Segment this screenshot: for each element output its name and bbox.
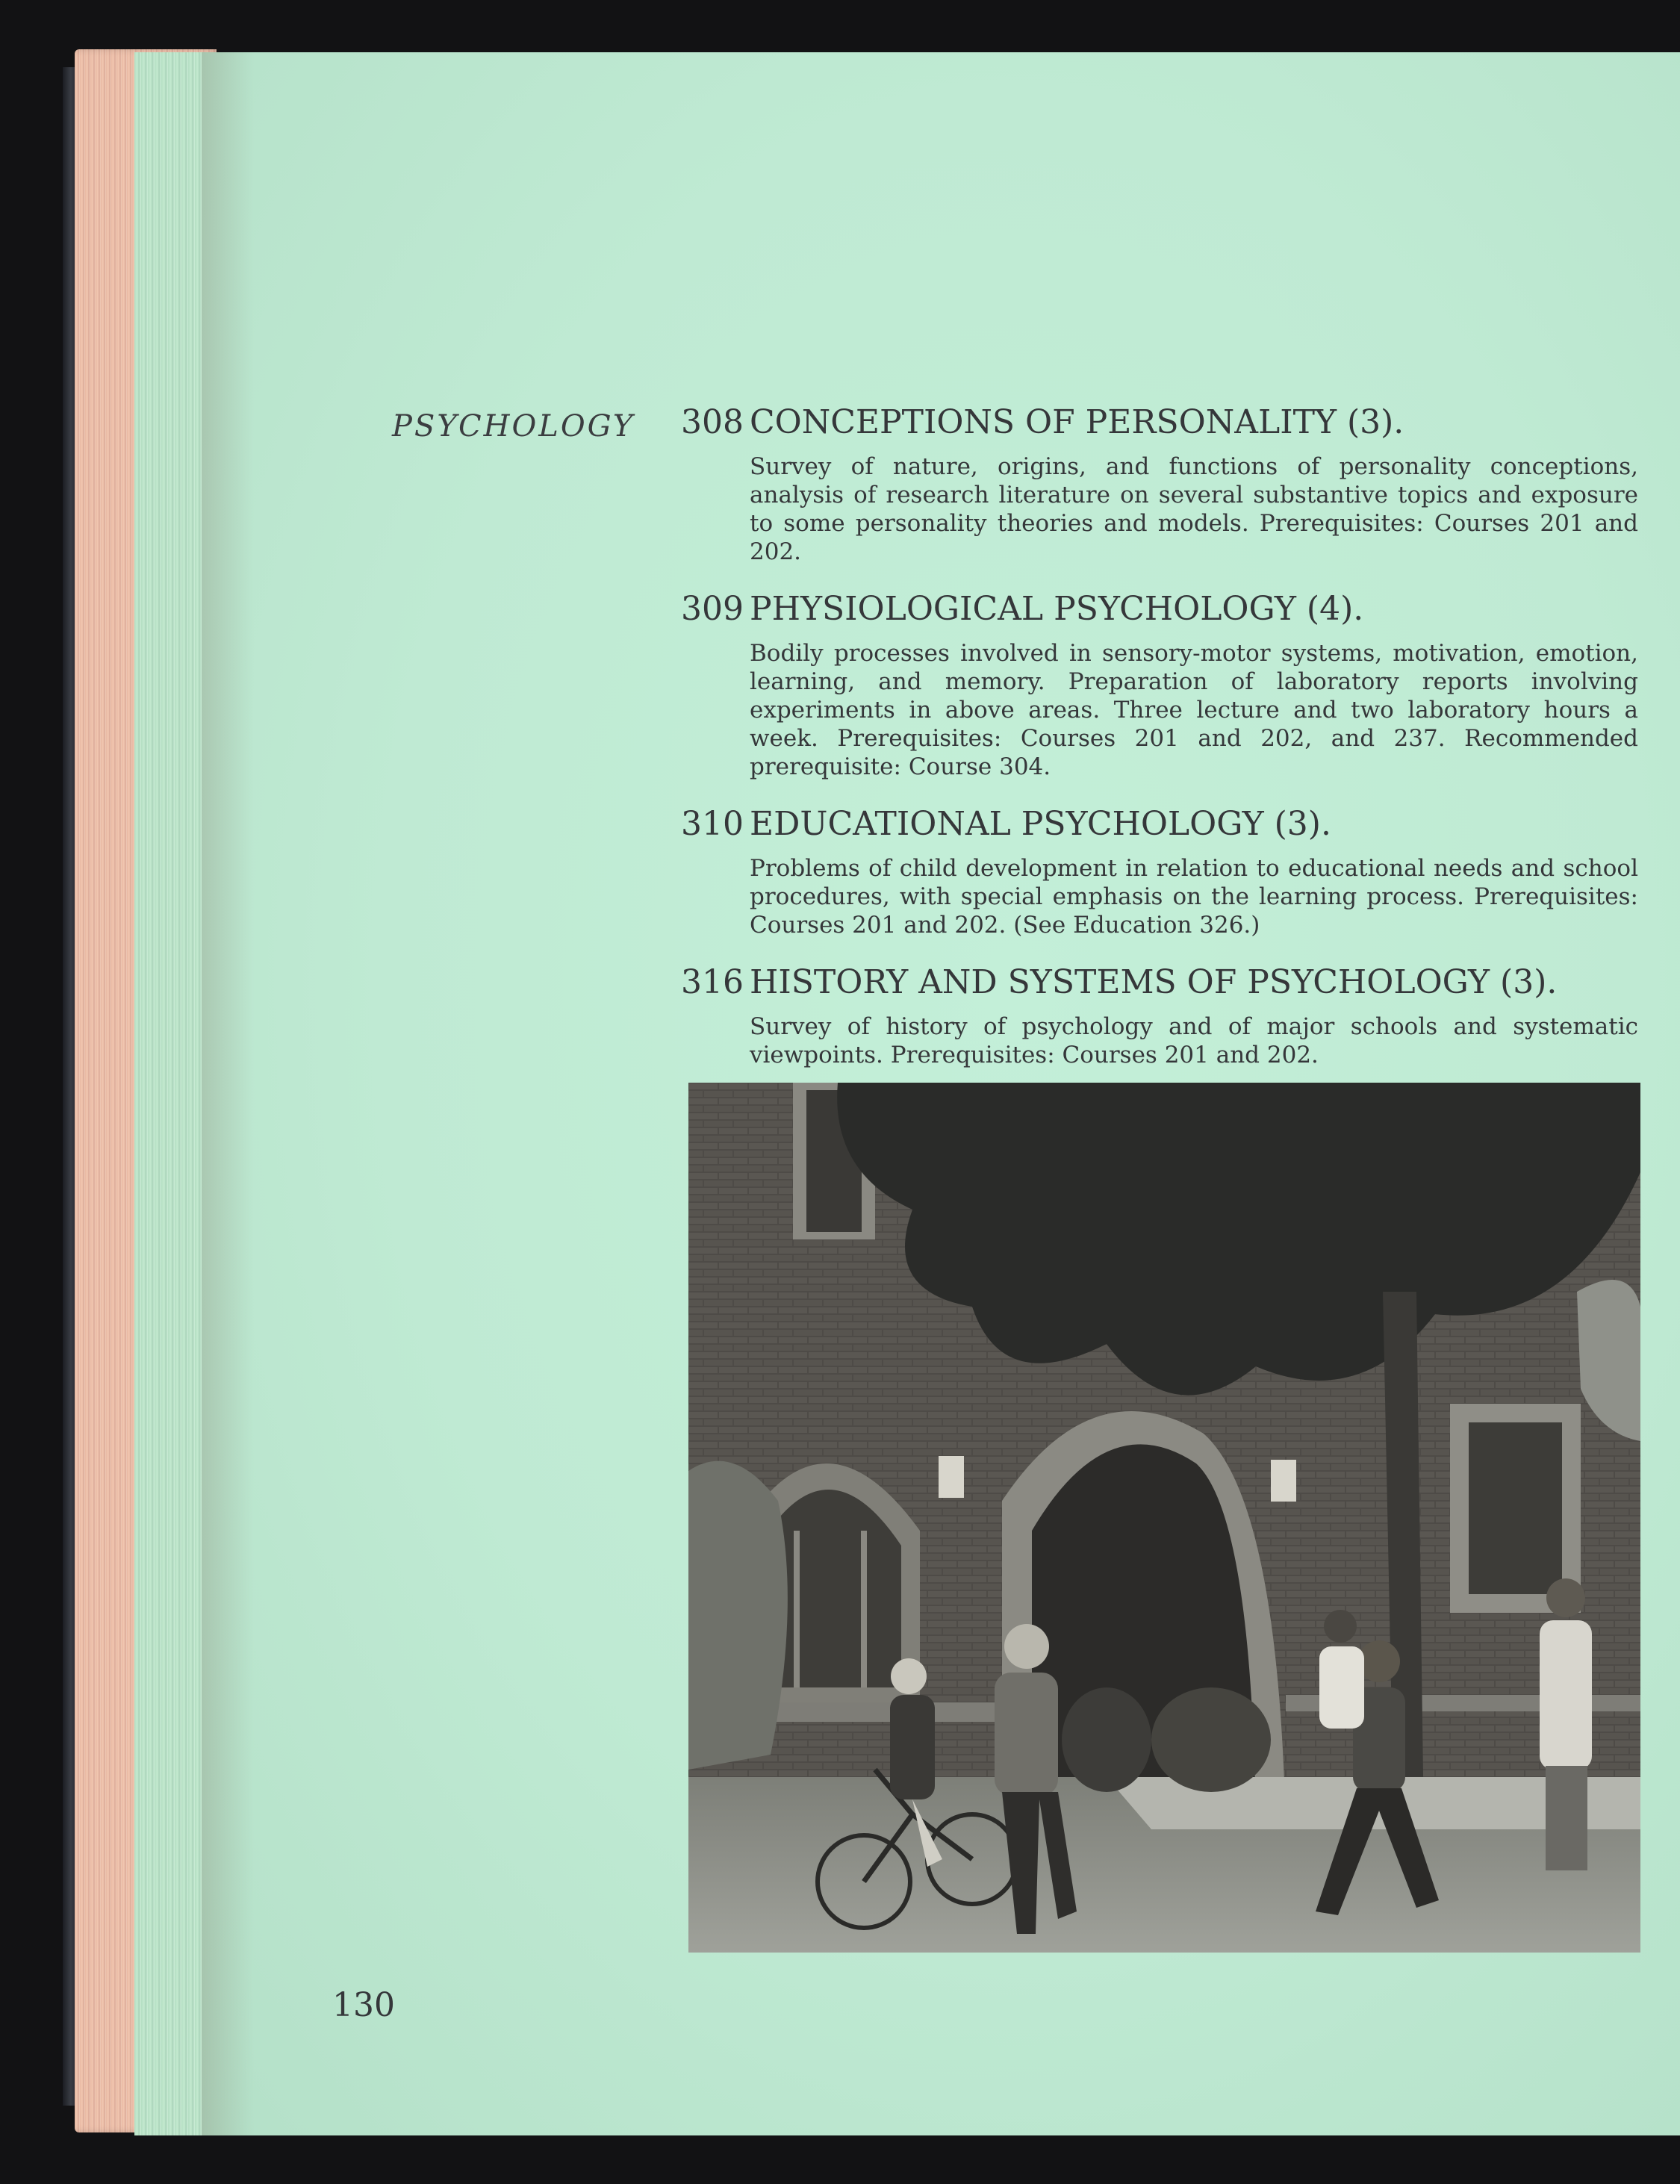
- course-title: CONCEPTIONS OF PERSONALITY (3).: [750, 403, 1404, 441]
- page-number: 130: [332, 1986, 395, 2024]
- course-entry-308: [681, 402, 1638, 566]
- course-heading: [681, 588, 1638, 630]
- campus-photo-illustration: [688, 1083, 1640, 1953]
- course-heading: [681, 402, 1638, 444]
- gutter-shadow: [202, 52, 254, 2135]
- course-entry-310: [681, 803, 1638, 939]
- course-heading: [681, 962, 1638, 1004]
- course-title: PHYSIOLOGICAL PSYCHOLOGY (4).: [750, 590, 1364, 628]
- course-number: 309: [681, 590, 744, 628]
- course-description: Survey of nature, origins, and functions of personality conceptions, analysis of research literature on several substantive topics and exposure to some personality theories and models. Prerequisites: Courses 201 and 202.: [750, 453, 1638, 565]
- course-entry-309: [681, 588, 1638, 781]
- course-title: HISTORY AND SYSTEMS OF PSYCHOLOGY (3).: [750, 963, 1558, 1001]
- section-label: PSYCHOLOGY: [392, 409, 635, 444]
- course-title: EDUCATIONAL PSYCHOLOGY (3).: [750, 805, 1331, 843]
- course-description: Survey of history of psychology and of major schools and systematic viewpoints. Prerequisites: Courses 201 and 202.: [750, 1013, 1638, 1068]
- course-description: Bodily processes involved in sensory-motor systems, motivation, emotion, learning, and memory. Preparation of laboratory reports involving experiments in above areas. Three lecture and two laboratory hours a week. Prerequisites: Courses 201 and 202, and 237. Recommended prerequisite: Course 304.: [750, 640, 1638, 780]
- course-number: 316: [681, 963, 744, 1001]
- campus-photo: [688, 1083, 1640, 1953]
- course-list: [681, 402, 1638, 1092]
- course-entry-316: [681, 962, 1638, 1069]
- course-number: 308: [681, 403, 744, 441]
- course-description: Problems of child development in relation to educational needs and school procedures, with special emphasis on the learning process. Prerequisites: Courses 201 and 202. (See Education 326.): [750, 855, 1638, 939]
- course-number: 310: [681, 805, 744, 843]
- course-heading: [681, 803, 1638, 845]
